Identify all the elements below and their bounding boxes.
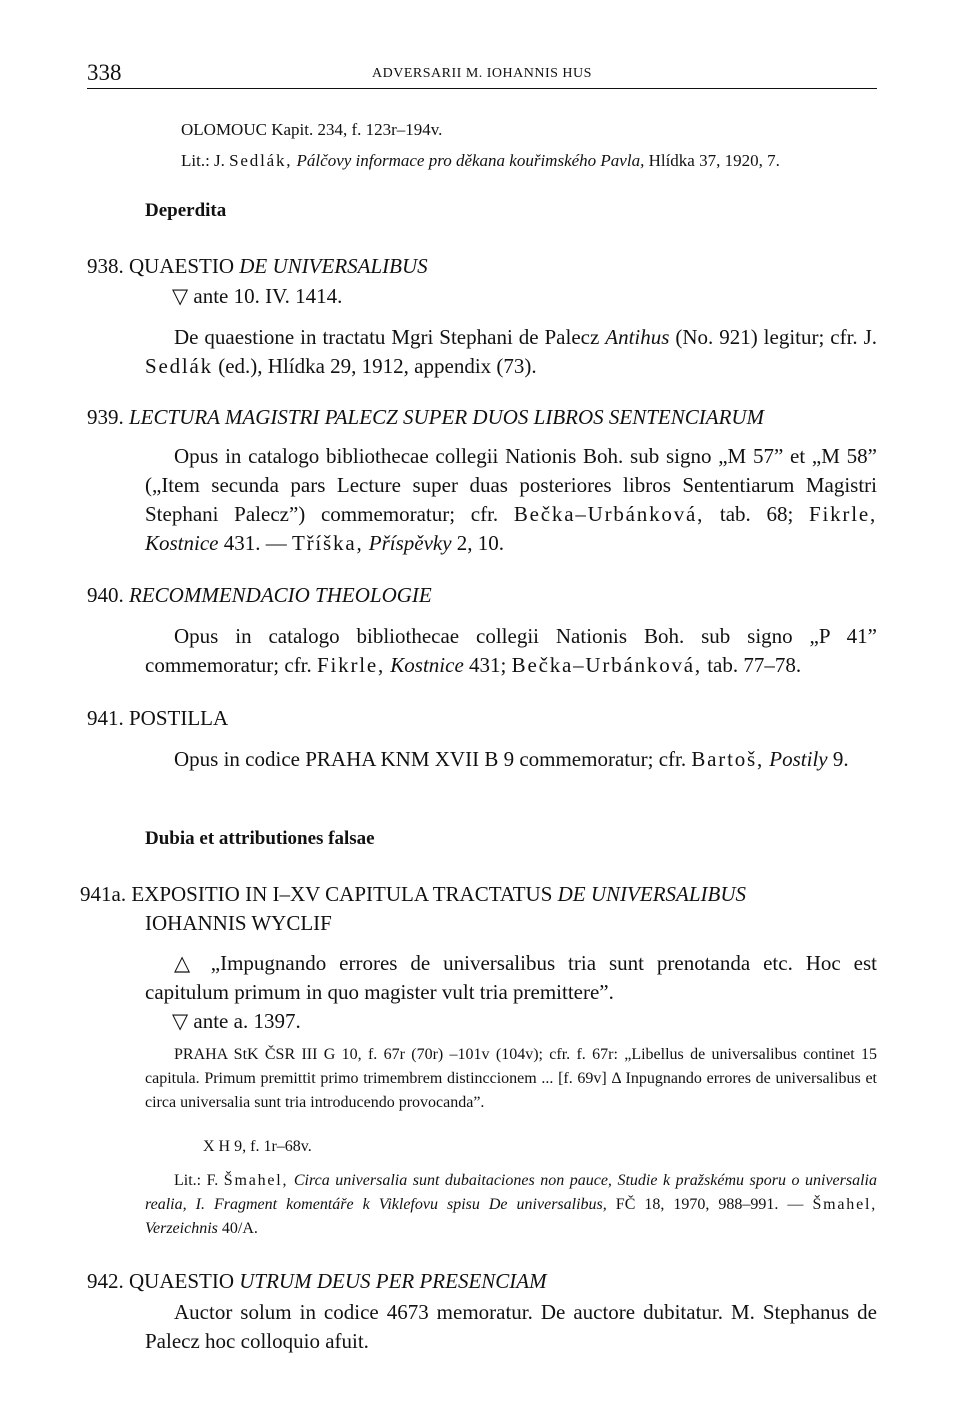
title-roman: POSTILLA <box>129 706 229 730</box>
author-spaced: Šmahel, <box>812 1196 878 1213</box>
entry-940-title <box>87 581 432 610</box>
date-text: ante a. 1397. <box>193 1009 301 1033</box>
entry-938-date <box>172 282 342 311</box>
entry-number: 941. <box>87 706 124 730</box>
text-segment: Opus in codice PRAHA KNM XVII B 9 commemoratur; cfr. <box>174 747 687 771</box>
title-italic: RECOMMENDACIO THEOLOGIE <box>129 583 432 607</box>
entry-number: 942. <box>87 1269 124 1293</box>
entry-941a-title-line2: IOHANNIS WYCLIF <box>145 911 332 935</box>
text-segment: (No. 921) legitur; cfr. J. <box>675 325 878 349</box>
lit-rest: Hlídka 37, 1920, 7. <box>648 151 780 170</box>
author-spaced: Bartoš, <box>691 747 765 771</box>
entry-number: 940. <box>87 583 124 607</box>
entry-941a-lit <box>145 1169 877 1241</box>
author-spaced: Tříška, <box>292 531 364 555</box>
entry-941-title <box>87 704 228 733</box>
entry-939-text <box>145 442 877 558</box>
section-heading-deperdita: Deperdita <box>145 200 227 221</box>
text-segment: tab. 77–78. <box>707 653 802 677</box>
entry-942-text <box>145 1298 877 1356</box>
text-segment: Opus in catalogo bibliothecae collegii Nationis Boh. sub signo „P 41” commemoratur; cfr. <box>145 624 877 677</box>
entry-941a-title <box>80 880 746 909</box>
author-spaced: Šmahel, <box>223 1172 289 1189</box>
text-italic: Příspěvky <box>368 531 452 555</box>
text-segment: (ed.), Hlídka 29, 1912, appendix (73). <box>218 354 537 378</box>
lit-prefix: Lit.: F. <box>174 1172 219 1189</box>
page-header <box>87 60 877 90</box>
author-spaced: Fikrle, <box>317 653 386 677</box>
section-heading-dubia: Dubia et attributiones falsae <box>145 828 375 849</box>
author-spaced: Sedlák <box>145 354 213 378</box>
header-rule <box>87 88 877 89</box>
lit-author: Sedlák, <box>229 151 293 170</box>
author-spaced: Bečka–Urbánková, <box>511 653 702 677</box>
olomouc-lit <box>181 148 780 173</box>
entry-938-text <box>145 323 877 381</box>
entry-941a-manuscripts <box>145 1043 877 1115</box>
text-segment: tab. 68; <box>719 502 794 526</box>
text-italic: Kostnice <box>145 531 219 555</box>
entry-941a-manuscript-2: X H 9, f. 1r–68v. <box>203 1138 312 1155</box>
incipit-text: „Impugnando errores de universalibus tria sunt prenotanda etc. Hoc est capitulum primum in quo magister vult tria premittere”. <box>145 951 877 1004</box>
entry-number: 941a. <box>80 882 127 906</box>
entry-942-title <box>87 1267 547 1296</box>
lit-prefix: Lit.: J. <box>181 151 225 170</box>
olomouc-line: OLOMOUC Kapit. 234, f. 123r–194v. <box>181 120 443 139</box>
down-triangle-icon: ▽ <box>172 1009 189 1033</box>
text-segment: 40/A. <box>221 1220 258 1237</box>
down-triangle-icon: ▽ <box>172 284 189 308</box>
author-spaced: Bečka–Urbánková, <box>513 502 705 526</box>
text-italic: Postily <box>769 747 828 771</box>
text-italic: Kostnice <box>390 653 464 677</box>
title-italic: LECTURA MAGISTRI PALECZ SUPER DUOS LIBROS SENTENCIARUM <box>129 405 765 429</box>
manuscript-text: PRAHA StK ČSR III G 10, f. 67r (70r) –101v (104v); cfr. f. 67r: „Libellus de universalibus continet 15 capitula. Primum premittit primo trimembrem distinccionem ... [f. 69v] Δ Inpugnando errores de universalibus et circa universalia sunt tria introducendo provocanda”. <box>145 1046 877 1111</box>
text-segment: FČ 18, 1970, 988–991. — <box>615 1196 804 1213</box>
entry-939-title <box>87 403 764 432</box>
entry-941-text <box>145 745 877 774</box>
text-segment: 2, 10. <box>456 531 505 555</box>
lit-title: Pálčovy informace pro děkana kouřimského Pavla, <box>296 151 645 170</box>
title-italic: UTRUM DEUS PER PRESENCIAM <box>239 1269 547 1293</box>
text-segment: Auctor solum in codice 4673 memoratur. De auctore dubitatur. M. Stephanus de Palecz hoc colloquio afuit. <box>145 1300 877 1353</box>
lit-title: Circa universalia sunt dubaitaciones non pauce, Studie k pražskému sporu o universalia realia, I. Fragment komentáře k Viklefovu spisu De universalibus, <box>145 1172 877 1213</box>
title-roman: QUAESTIO <box>129 1269 234 1293</box>
up-triangle-icon: △ <box>174 951 198 975</box>
running-head: ADVERSARII M. IOHANNIS HUS <box>372 66 592 81</box>
text-segment: Opus in catalogo bibliothecae collegii Nationis Boh. sub signo „M 57” et „M 58” („Item secunda pars Lecture super duas posteriores libros Sententiarum Magistri Stephani Palecz”) commemoratur; cfr. <box>145 444 877 526</box>
title-roman: QUAESTIO <box>129 254 234 278</box>
title-italic: DE UNIVERSALIBUS <box>557 882 747 906</box>
entry-938-title <box>87 252 428 281</box>
entry-number: 938. <box>87 254 124 278</box>
entry-941a-date <box>172 1007 301 1036</box>
author-spaced: Fikrle, <box>809 502 878 526</box>
text-segment: De quaestione in tractatu Mgri Stephani de Palecz <box>174 325 600 349</box>
text-segment: 431. — <box>223 531 287 555</box>
entry-number: 939. <box>87 405 124 429</box>
text-italic: Antihus <box>605 325 670 349</box>
text-segment: 431; <box>469 653 507 677</box>
title-roman: EXPOSITIO IN I–XV CAPITULA TRACTATUS <box>131 882 553 906</box>
date-text: ante 10. IV. 1414. <box>193 284 343 308</box>
page-number: 338 <box>87 60 122 85</box>
text-segment: 9. <box>832 747 849 771</box>
entry-940-text <box>145 622 877 680</box>
title-italic: DE UNIVERSALIBUS <box>239 254 428 278</box>
entry-941a-incipit <box>145 949 877 1007</box>
lit-title: Verzeichnis <box>145 1220 218 1237</box>
